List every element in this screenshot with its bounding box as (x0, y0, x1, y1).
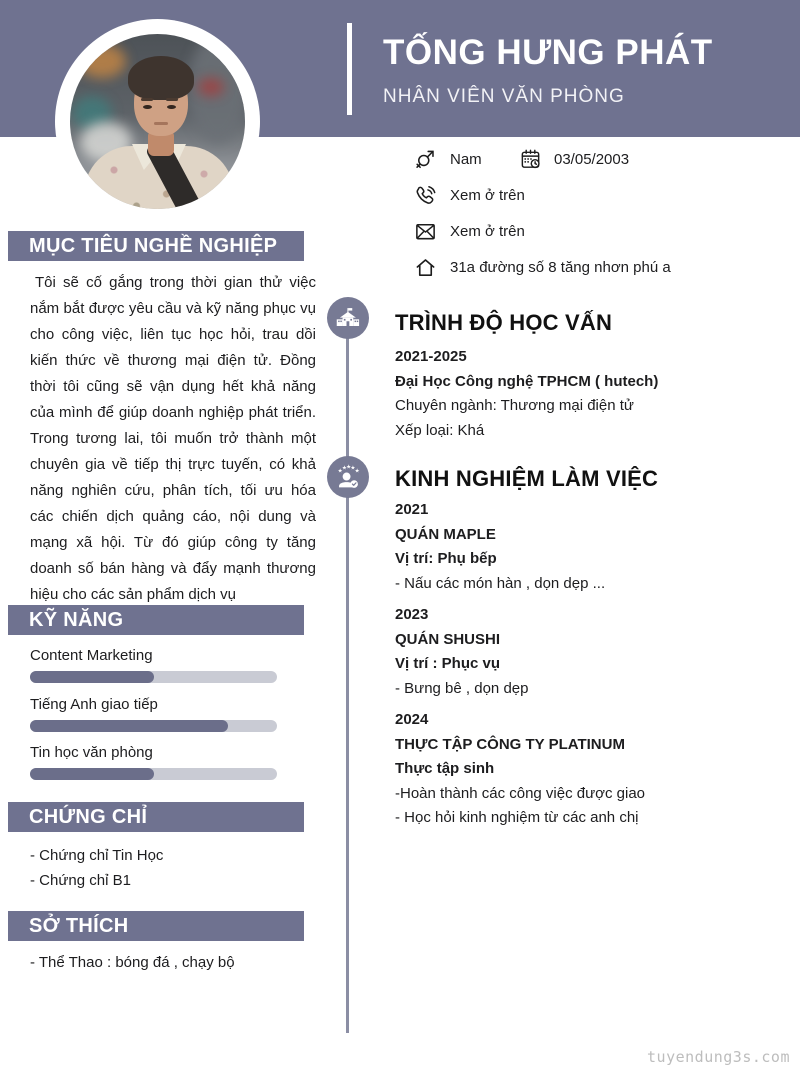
svg-text:★: ★ (337, 468, 343, 475)
experience-position: Thực tập sinh (395, 760, 495, 777)
experience-position: Vị trí: Phụ bếp (395, 550, 497, 567)
skill-bar (30, 671, 277, 683)
experience-list (395, 498, 785, 838)
gender-icon (414, 148, 437, 171)
page-title: TỐNG HƯNG PHÁT (383, 33, 713, 72)
experience-entry (395, 498, 785, 596)
education-major: Chuyên ngành: Thương mại điện tử (395, 397, 634, 414)
svg-text:★: ★ (350, 465, 356, 472)
name-accent-bar (347, 23, 352, 115)
svg-text:★: ★ (341, 465, 347, 472)
skill-label: Tin học văn phòng (30, 744, 153, 761)
experience-position: Vị trí : Phục vụ (395, 655, 501, 672)
job-title: NHÂN VIÊN VĂN PHÒNG (383, 86, 625, 107)
mail-icon (414, 220, 437, 243)
svg-text:★: ★ (354, 468, 360, 475)
objective-text: Tôi sẽ cố gắng trong thời gian thử việc nắm bắt được yêu cầu và kỹ năng phục vụ cho công việc, liên tục học hỏi, trau dồi kiến thức về thương mại điện tử. Đồng thời tôi cũng sẽ vận dụng hết khả năng của mình để giúp doanh nghiệp phát triển. Trong tương lai, tôi muốn trở thành một chuyên gia về tiếp thị trực tuyến, có khả năng nghiên cứu, phân tích, tối ưu hóa các chiến dịch quảng cáo, nội dung và mạng xã hội. Từ đó giúp công ty tăng doanh số bán hàng và đẩy mạnh thương hiệu cho các sản phẩm dịch vụ (30, 274, 316, 603)
skill-bar-fill (30, 720, 228, 732)
experience-company: QUÁN SHUSHI (395, 630, 501, 648)
experience-icon (327, 456, 369, 498)
skill-label: Content Marketing (30, 647, 153, 664)
experience-year: 2021 (395, 501, 429, 518)
skill-bar (30, 720, 277, 732)
home-icon (414, 256, 437, 279)
phone-icon (414, 184, 437, 207)
hobby-item: - Thể Thao : bóng đá , chạy bộ (30, 954, 235, 971)
profile-photo (70, 34, 245, 209)
education-entry (395, 345, 785, 443)
timeline-line (346, 318, 352, 1033)
experience-year: 2024 (395, 711, 429, 728)
svg-text:★: ★ (346, 464, 352, 471)
address-value: 31a đường số 8 tăng nhơn phú a (450, 259, 671, 276)
experience-detail: - Học hỏi kinh nghiệm từ các anh chị (395, 809, 639, 826)
experience-detail: -Hoàn thành các công việc được giao (395, 784, 646, 802)
certificate-item: - Chứng chỉ B1 (30, 872, 131, 889)
experience-year: 2023 (395, 606, 429, 623)
calendar-icon (519, 148, 542, 171)
section-header-experience: KINH NGHIỆM LÀM VIỆC (395, 466, 659, 491)
section-header-hobbies: SỞ THÍCH (8, 911, 304, 941)
experience-detail: - Nấu các món hàn , dọn dẹp ... (395, 574, 606, 592)
skill-bar-fill (30, 671, 154, 683)
experience-company: THỰC TẬP CÔNG TY PLATINUM (395, 735, 625, 753)
birthday-value: 03/05/2003 (554, 151, 630, 168)
watermark: tuyendung3s.com (647, 1048, 790, 1066)
phone-value: Xem ở trên (450, 187, 525, 204)
email-value: Xem ở trên (450, 223, 525, 240)
gender-value: Nam (450, 151, 482, 168)
section-header-skills: KỸ NĂNG (8, 605, 304, 635)
section-header-objective: MỤC TIÊU NGHỀ NGHIỆP (8, 231, 304, 261)
skill-label: Tiếng Anh giao tiếp (30, 696, 158, 713)
school-icon (327, 297, 369, 339)
education-school: Đại Học Công nghệ TPHCM ( hutech) (395, 372, 659, 390)
experience-detail: - Bưng bê , dọn dẹp (395, 679, 529, 697)
experience-entry (395, 708, 785, 831)
education-period: 2021-2025 (395, 348, 467, 365)
experience-company: QUÁN MAPLE (395, 525, 496, 543)
experience-entry (395, 603, 785, 701)
section-header-certificates: CHỨNG CHỈ (8, 802, 304, 832)
education-grade: Xếp loại: Khá (395, 421, 485, 439)
section-header-education: TRÌNH ĐỘ HỌC VẤN (395, 310, 613, 335)
certificate-item: - Chứng chỉ Tin Học (30, 847, 164, 864)
skill-bar-fill (30, 768, 154, 780)
skill-bar (30, 768, 277, 780)
profile-photo-ring (55, 19, 260, 224)
